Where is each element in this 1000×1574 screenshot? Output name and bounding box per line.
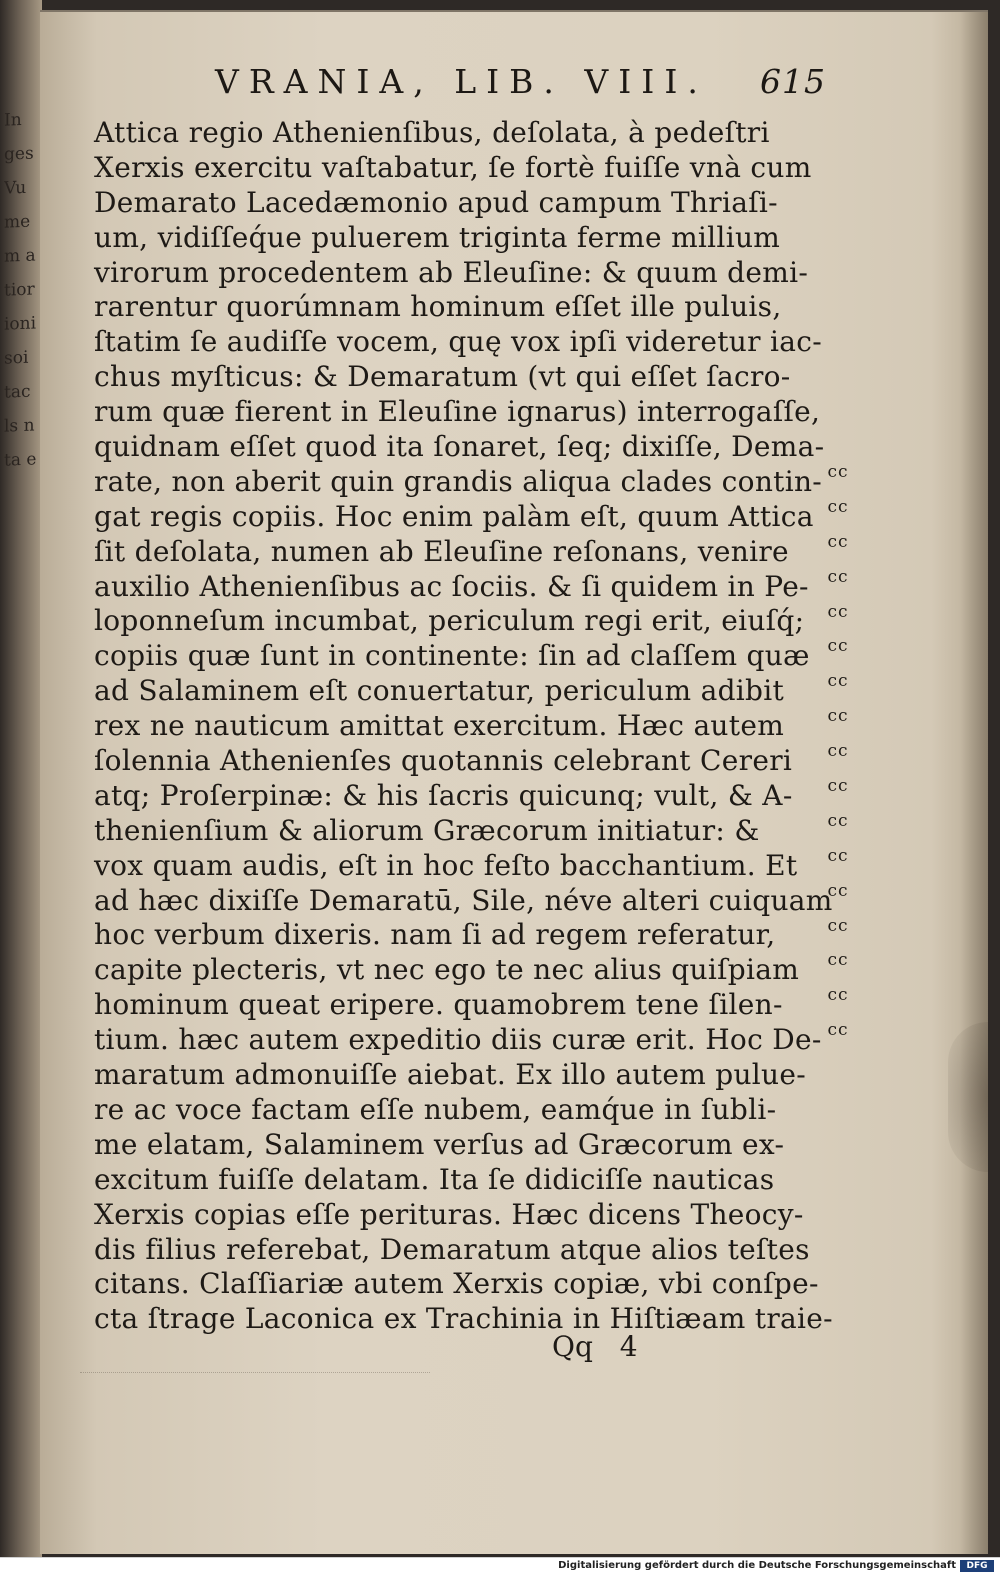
text-line: ad hæc dixiſſe Demaratū, Sile, néve alteri cuiquam [94, 883, 833, 917]
quotation-mark: cc [827, 671, 849, 692]
text-line: thenienſium & aliorum Græcorum initiatur: & [94, 813, 760, 847]
quotation-mark: cc [827, 706, 849, 727]
text-line: auxilio Athenienſibus ac ſociis. & ſi quidem in Pe- [94, 569, 809, 603]
footer-bar [0, 1557, 1000, 1574]
text-line: capite plecteris, vt nec ego te nec alius quiſpiam [94, 953, 800, 987]
facing-page-fragment: tac [4, 381, 31, 403]
facing-page-fragment: ta e [4, 449, 37, 471]
text-line: Xerxis exercitu vaſtabatur, ſe fortè fuiſſe vnà cum [94, 150, 812, 184]
facing-page-fragment: m a [4, 245, 36, 267]
text-line: loponneſum incumbat, periculum regi erit, eiuſq́; [94, 604, 805, 638]
quotation-mark: cc [827, 566, 849, 587]
facing-page-fragment: ges [4, 143, 34, 165]
quotation-mark: cc [827, 636, 849, 657]
text-line: rum quæ fierent in Eleuſine ignarus) interrogaſſe, [94, 395, 821, 429]
text-line: um, vidiſſeq́ue puluerem triginta ferme millium [94, 220, 781, 254]
text-line: copiis quæ ſunt in continente: ſin ad claſſem quæ [94, 639, 810, 673]
text-line: maratum admonuiſſe aiebat. Ex illo autem pulue- [94, 1058, 807, 1092]
text-line: ſtatim ſe audiſſe vocem, quę vox ipſi videretur iac- [94, 325, 822, 359]
facing-page-fragment: Vu [4, 177, 27, 199]
text-line: cta ſtrage Laconica ex Trachinia in Hiſtiæam traie- [94, 1302, 833, 1336]
dfg-logo: DFG [960, 1560, 994, 1572]
quotation-mark: cc [827, 880, 849, 901]
quotation-mark: cc [827, 462, 849, 482]
text-line: excitum fuiſſe delatam. Ita ſe didiciſſe nauticas [94, 1162, 775, 1196]
quotation-mark: cc [827, 950, 849, 971]
facing-page-fragment: tior [4, 279, 35, 301]
text-line: hoc verbum dixeris. nam ſi ad regem referatur, [94, 918, 776, 952]
signature-mark: Qq 4 [552, 1330, 638, 1363]
footer-credit: Digitalisierung gefördert durch die Deutsche Forschungsgemeinschaft [558, 1560, 956, 1571]
page-header [100, 62, 948, 108]
quotation-mark: cc [827, 915, 849, 936]
quotation-marks-column [818, 455, 858, 1048]
show-through [80, 1362, 430, 1373]
text-line: hominum queat eripere. quamobrem tene ſilen- [94, 988, 783, 1022]
facing-page-fragment: me [4, 211, 31, 233]
quotation-mark: cc [827, 601, 849, 622]
text-line: citans. Claſſiariæ autem Xerxis copiæ, vbi conſpe- [94, 1267, 819, 1301]
text-line: tium. hæc autem expeditio diis curæ erit. Hoc De- [94, 1023, 822, 1057]
quotation-mark: cc [827, 1020, 849, 1041]
text-line: rarentur quorúmnam hominum eſſet ille puluis, [94, 290, 782, 324]
page-number: 615 [760, 62, 826, 101]
text-line: dis filius referebat, Demaratum atque alios teſtes [94, 1232, 810, 1266]
text-line: Xerxis copias eſſe perituras. Hæc dicens Theocy- [94, 1197, 804, 1231]
quotation-mark: cc [827, 496, 849, 517]
quotation-mark: cc [827, 985, 849, 1006]
facing-page-fragment: In [4, 109, 22, 131]
facing-page-edge [0, 0, 42, 1558]
text-line: atq; Proſerpinæ: & his ſacris quicunq; vult, & A- [94, 778, 793, 812]
text-line: Demarato Lacedæmonio apud campum Thriaſi- [94, 185, 778, 219]
book-page [40, 10, 988, 1554]
text-line: gat regis copiis. Hoc enim palàm eſt, quum Attica [94, 499, 814, 533]
facing-page-fragment: ls n [4, 415, 35, 437]
quotation-mark: cc [827, 776, 849, 797]
body-text [94, 116, 833, 1337]
text-line: rex ne nauticum amittat exercitum. Hæc autem [94, 709, 785, 743]
text-line: chus myſticus: & Demaratum (vt qui eſſet ſacro- [94, 360, 791, 394]
quotation-mark: cc [827, 810, 849, 831]
quotation-mark: cc [827, 531, 849, 552]
text-line: quidnam eſſet quod ita ſonaret, ſeq; dixiſſe, Dema- [94, 430, 825, 464]
quotation-mark: cc [827, 741, 849, 762]
running-title: VRANIA, LIB. VIII. [215, 62, 708, 101]
quotation-mark: cc [827, 845, 849, 866]
text-line: re ac voce factam eſſe nubem, eamq́ue in ſubli- [94, 1092, 777, 1126]
text-line: virorum procedentem ab Eleuſine: & quum demi- [94, 255, 809, 289]
text-line: me elatam, Salaminem verſus ad Græcorum ex- [94, 1127, 785, 1161]
text-line: vox quam audis, eſt in hoc feſto bacchantium. Et [94, 848, 798, 882]
facing-page-fragment: soi [4, 347, 29, 369]
thumb-shadow [948, 1022, 988, 1172]
text-line: ſolennia Athenienſes quotannis celebrant Cereri [94, 744, 793, 778]
facing-page-fragment: ioni [4, 313, 37, 335]
text-line: ſit deſolata, numen ab Eleuſine reſonans, venire [94, 534, 789, 568]
text-line: Attica regio Athenienſibus, deſolata, à pedeſtri [94, 116, 770, 149]
text-line: rate, non aberit quin grandis aliqua clades contin- [94, 464, 823, 498]
text-line: ad Salaminem eſt conuertatur, periculum adibit [94, 674, 785, 708]
